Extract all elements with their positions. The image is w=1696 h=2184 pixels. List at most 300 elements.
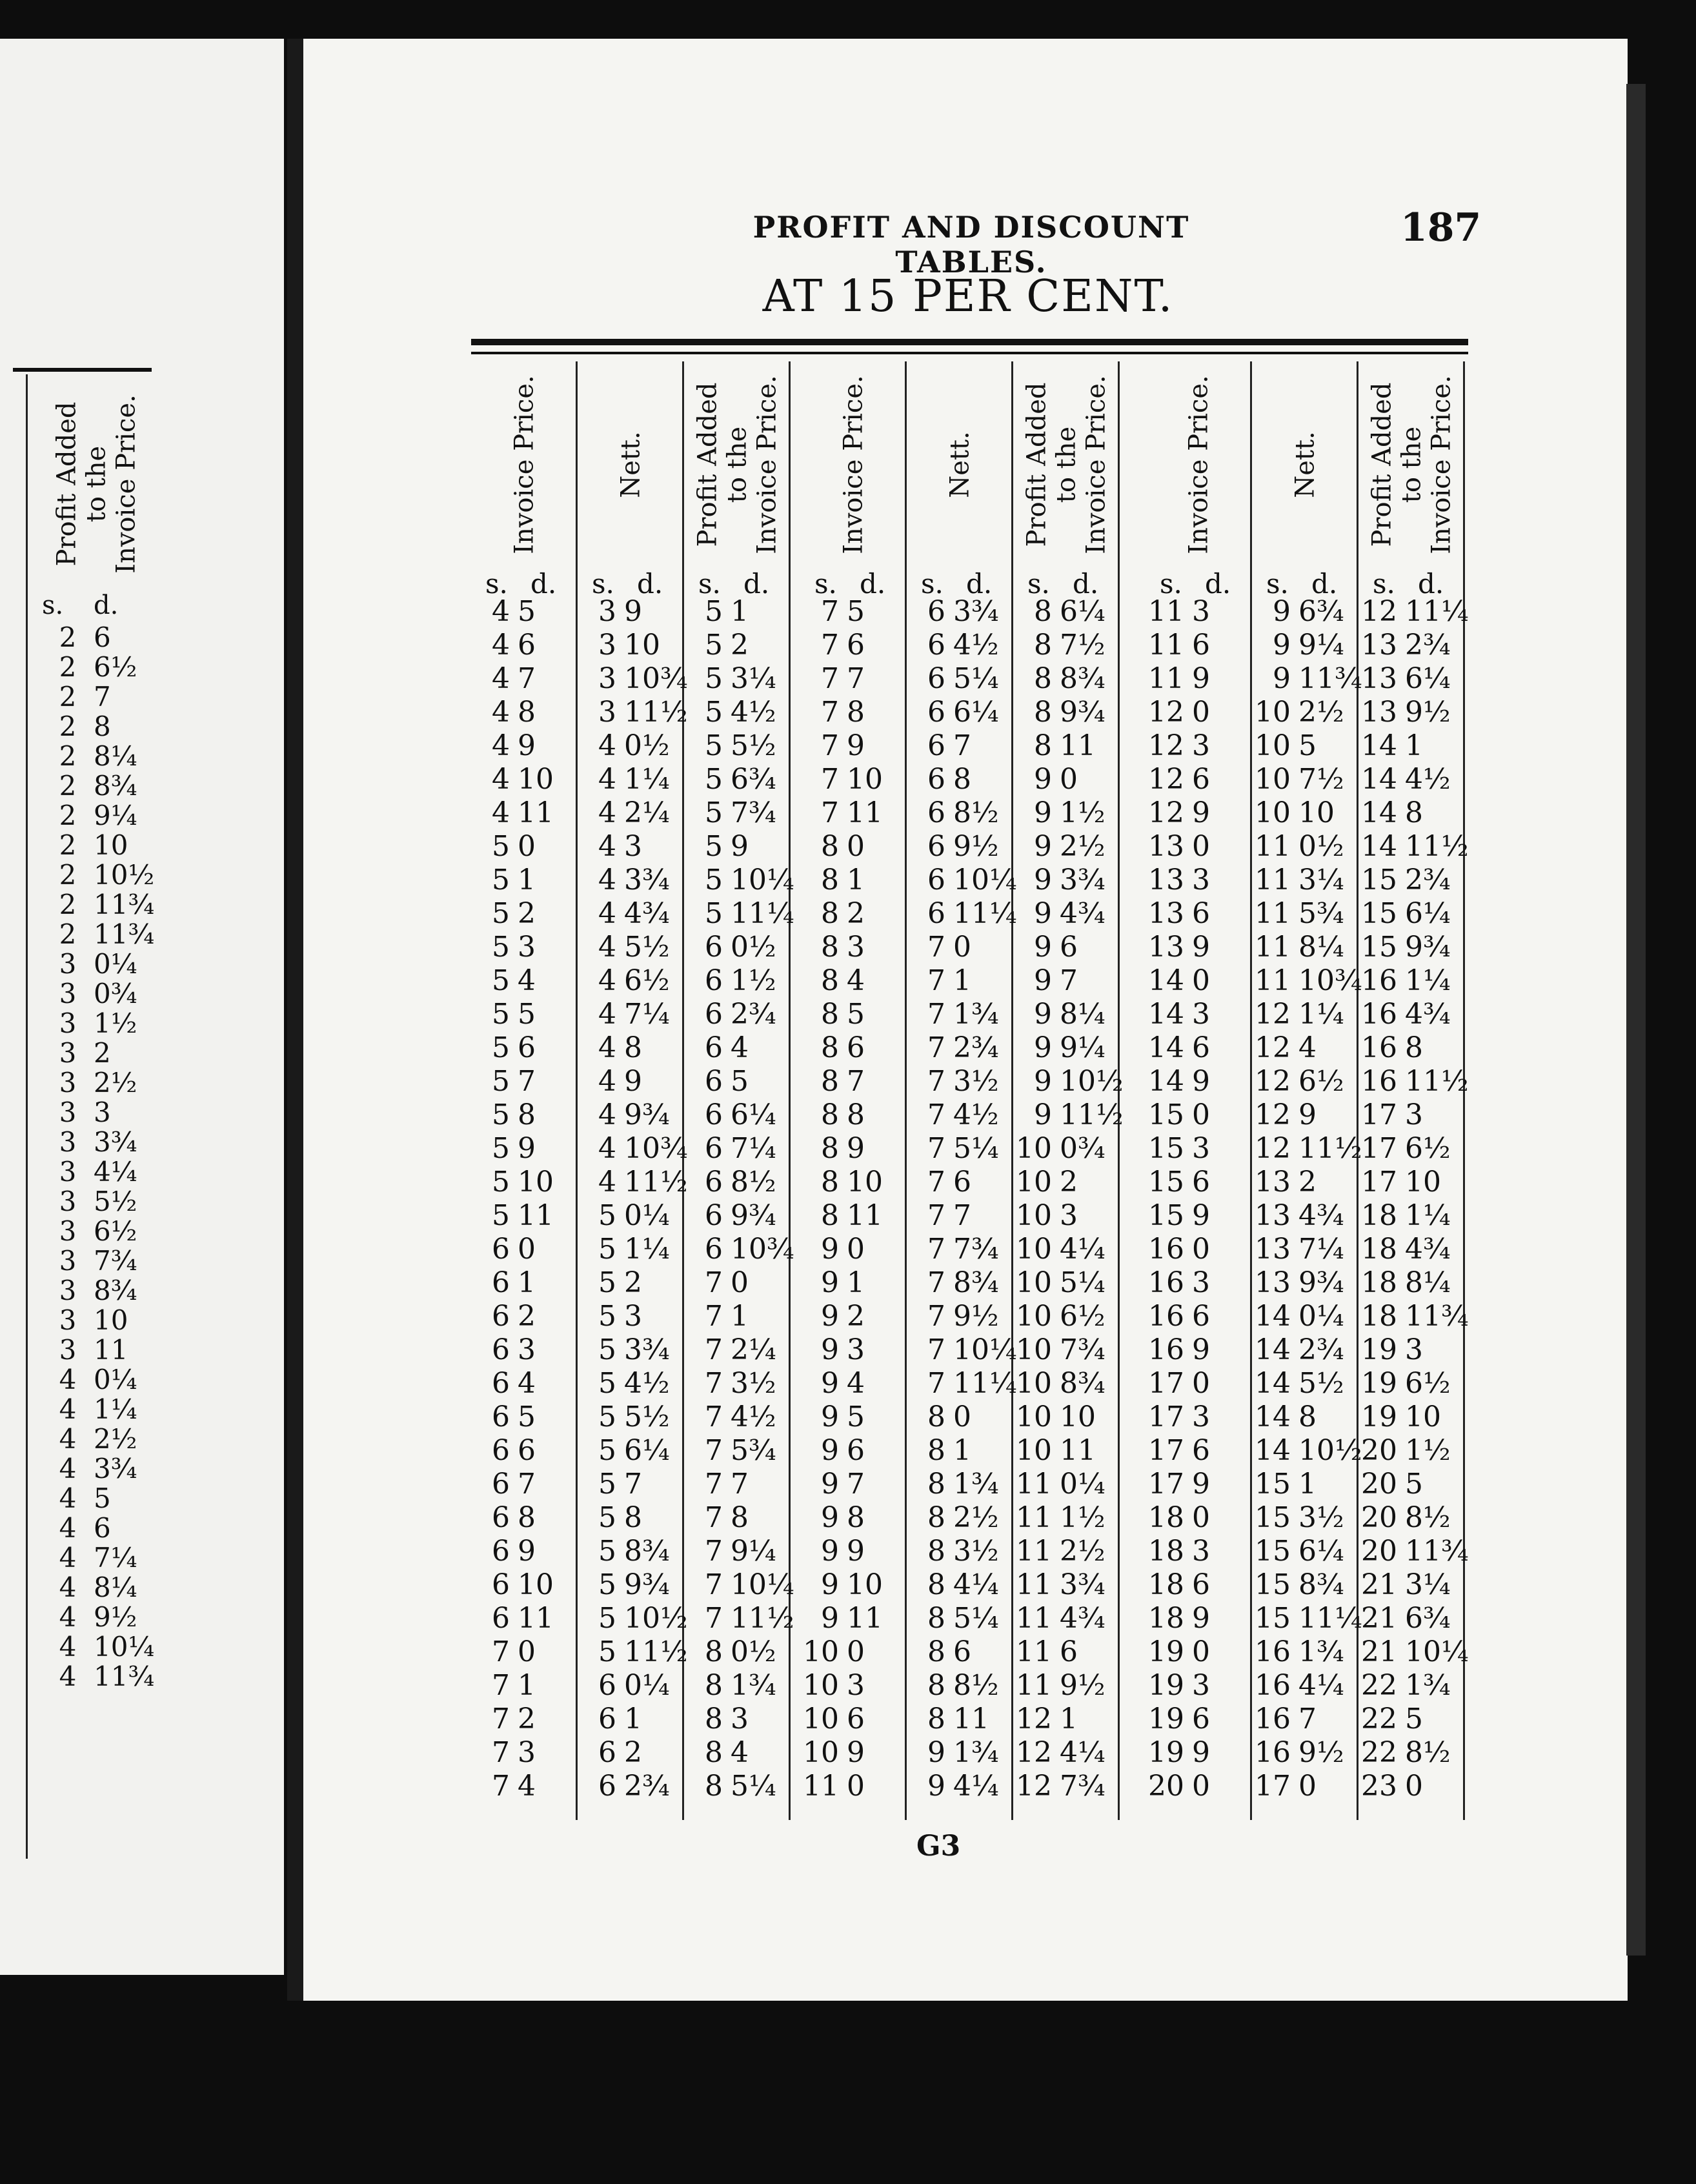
cell-profit-shillings: 5 <box>705 864 723 896</box>
left-pence: 2 <box>94 1037 111 1069</box>
cell-nett-shillings: 5 <box>598 1233 616 1266</box>
cell-nett-pence: 11½ <box>624 1635 688 1668</box>
cell-nett-pence: 9½ <box>953 1300 999 1333</box>
cell-nett-pence: 11¾ <box>1298 662 1362 695</box>
cell-nett-shillings: 12 <box>1255 1065 1291 1098</box>
cell-nett-pence: 4¼ <box>953 1568 999 1601</box>
cell-nett-shillings: 6 <box>598 1770 616 1803</box>
cell-profit-pence: 3¼ <box>731 662 776 695</box>
cell-profit-shillings: 7 <box>705 1501 723 1534</box>
cell-profit-shillings: 9 <box>1034 964 1052 997</box>
cell-invoice-pence: 11 <box>518 1199 554 1232</box>
cell-profit-pence: 4¼ <box>1060 1233 1105 1266</box>
cell-profit-shillings: 22 <box>1361 1703 1397 1735</box>
cell-invoice-shillings: 11 <box>1148 662 1184 695</box>
cell-invoice-pence: 0 <box>1192 1635 1210 1668</box>
cell-profit-shillings: 6 <box>705 1098 723 1131</box>
cell-nett-pence: 8¾ <box>953 1266 999 1299</box>
left-pence: 7¾ <box>94 1245 137 1277</box>
cell-profit-pence: 5¼ <box>731 1770 776 1803</box>
cell-profit-pence: 6¼ <box>1405 897 1451 930</box>
left-pence: 8¼ <box>94 740 137 772</box>
cell-profit-shillings: 7 <box>705 1434 723 1467</box>
cell-profit-shillings: 5 <box>705 696 723 729</box>
unit-pence: d. <box>860 568 886 600</box>
cell-nett-shillings: 9 <box>927 1736 945 1769</box>
cell-invoice-shillings: 17 <box>1148 1400 1184 1433</box>
cell-invoice-pence: 6 <box>1192 1031 1210 1064</box>
cell-nett-shillings: 4 <box>598 729 616 762</box>
left-column-header: Profit Added to the Invoice Price. <box>52 394 142 574</box>
cell-nett-pence: 2½ <box>953 1501 999 1534</box>
cell-invoice-pence: 3 <box>1192 998 1210 1031</box>
cell-profit-pence: 6½ <box>1405 1132 1451 1165</box>
cell-nett-pence: 1 <box>953 964 971 997</box>
cell-nett-shillings: 5 <box>598 1333 616 1366</box>
cell-invoice-shillings: 4 <box>492 662 510 695</box>
page-edge <box>1626 84 1646 1956</box>
left-pence: 9½ <box>94 1601 137 1633</box>
cell-invoice-shillings: 19 <box>1148 1703 1184 1735</box>
cell-nett-shillings: 9 <box>1273 662 1291 695</box>
cell-nett-shillings: 12 <box>1255 1132 1291 1165</box>
cell-nett-shillings: 7 <box>927 964 945 997</box>
left-shillings: 4 <box>59 1601 77 1633</box>
cell-profit-shillings: 22 <box>1361 1669 1397 1702</box>
cell-profit-pence: 11½ <box>1060 1098 1124 1131</box>
cell-profit-pence: 1 <box>731 595 749 628</box>
title-rule-thin <box>471 352 1468 354</box>
left-shillings: 3 <box>59 978 77 1009</box>
cell-profit-pence: 4¼ <box>1060 1736 1105 1769</box>
cell-nett-pence: 2½ <box>1298 696 1344 729</box>
cell-invoice-shillings: 17 <box>1148 1468 1184 1501</box>
left-row <box>42 623 165 652</box>
cell-profit-shillings: 12 <box>1361 595 1397 628</box>
cell-profit-shillings: 11 <box>1016 1568 1052 1601</box>
cell-nett-shillings: 8 <box>927 1568 945 1601</box>
cell-profit-shillings: 10 <box>1016 1367 1052 1400</box>
cell-nett-shillings: 16 <box>1255 1635 1291 1668</box>
cell-invoice-shillings: 19 <box>1148 1669 1184 1702</box>
left-shillings: 4 <box>59 1482 77 1514</box>
cell-nett-pence: 1 <box>953 1434 971 1467</box>
column-header-nett <box>578 361 684 568</box>
cell-invoice-pence: 0 <box>847 1233 865 1266</box>
cell-profit-pence: 5¾ <box>731 1434 776 1467</box>
cell-nett-shillings: 9 <box>1273 595 1291 628</box>
cell-invoice-shillings: 10 <box>803 1736 839 1769</box>
cell-nett-pence: 7½ <box>1298 763 1344 796</box>
unit-pence: d. <box>966 568 993 600</box>
cell-nett-shillings: 6 <box>927 897 945 930</box>
cell-profit-shillings: 15 <box>1361 931 1397 964</box>
cell-nett-pence: 6½ <box>1298 1065 1344 1098</box>
cell-nett-shillings: 5 <box>598 1468 616 1501</box>
cell-nett-shillings: 5 <box>598 1400 616 1433</box>
cell-invoice-pence: 3 <box>1192 729 1210 762</box>
cell-nett-shillings: 14 <box>1255 1333 1291 1366</box>
cell-invoice-shillings: 19 <box>1148 1736 1184 1769</box>
cell-invoice-shillings: 18 <box>1148 1535 1184 1568</box>
cell-nett-pence: 5¼ <box>953 1132 999 1165</box>
cell-invoice-shillings: 9 <box>821 1468 839 1501</box>
cell-nett-shillings: 4 <box>598 998 616 1031</box>
left-pence: 0¼ <box>94 1364 137 1395</box>
cell-invoice-shillings: 7 <box>492 1736 510 1769</box>
left-pence: 10 <box>94 829 128 861</box>
cell-invoice-shillings: 7 <box>492 1703 510 1735</box>
cell-nett-pence: 4¾ <box>624 897 670 930</box>
book-gutter <box>287 39 305 2001</box>
cell-invoice-pence: 0 <box>1192 1367 1210 1400</box>
cell-profit-shillings: 21 <box>1361 1635 1397 1668</box>
cell-invoice-pence: 7 <box>847 1065 865 1098</box>
cell-invoice-pence: 0 <box>518 830 536 863</box>
cell-nett-shillings: 8 <box>927 1400 945 1433</box>
cell-invoice-pence: 5 <box>847 998 865 1031</box>
cell-nett-pence: 1¼ <box>1298 998 1344 1031</box>
cell-nett-pence: 2 <box>624 1736 642 1769</box>
cell-nett-shillings: 11 <box>1255 964 1291 997</box>
left-row <box>42 682 165 712</box>
cell-profit-pence: 9½ <box>1405 696 1451 729</box>
cell-nett-shillings: 6 <box>927 830 945 863</box>
cell-nett-pence: 6¼ <box>1298 1535 1344 1568</box>
cell-profit-pence: 4 <box>731 1736 749 1769</box>
cell-nett-shillings: 14 <box>1255 1400 1291 1433</box>
cell-profit-pence: 3 <box>1405 1333 1423 1366</box>
cell-nett-shillings: 4 <box>598 830 616 863</box>
left-pence: 10¼ <box>94 1631 155 1663</box>
left-row <box>42 1484 165 1513</box>
cell-nett-pence: 11 <box>953 1703 989 1735</box>
cell-nett-shillings: 4 <box>598 1166 616 1198</box>
cell-nett-shillings: 8 <box>927 1669 945 1702</box>
left-shillings: 4 <box>59 1572 77 1603</box>
left-shillings: 2 <box>59 770 77 802</box>
cell-profit-shillings: 8 <box>1034 595 1052 628</box>
cell-invoice-pence: 8 <box>847 1501 865 1534</box>
cell-invoice-shillings: 5 <box>492 1166 510 1198</box>
cell-profit-pence: 1¾ <box>731 1669 776 1702</box>
cell-invoice-shillings: 5 <box>492 964 510 997</box>
table-title: AT 15 PER CENT. <box>762 271 1174 322</box>
cell-nett-shillings: 11 <box>1255 931 1291 964</box>
cell-profit-pence: 11¼ <box>731 897 794 930</box>
left-pence: 8 <box>94 711 111 742</box>
cell-invoice-pence: 3 <box>1192 864 1210 896</box>
cell-profit-shillings: 18 <box>1361 1266 1397 1299</box>
cell-invoice-shillings: 10 <box>803 1703 839 1735</box>
cell-invoice-pence: 3 <box>1192 1669 1210 1702</box>
cell-profit-pence: 3 <box>1060 1199 1078 1232</box>
left-pence: 2½ <box>94 1067 137 1098</box>
cell-invoice-shillings: 7 <box>821 662 839 695</box>
cell-invoice-shillings: 5 <box>492 897 510 930</box>
left-shillings: 3 <box>59 1037 77 1069</box>
cell-nett-pence: 8¼ <box>1298 931 1344 964</box>
cell-nett-shillings: 16 <box>1255 1736 1291 1769</box>
cell-profit-pence: 11 <box>1060 1434 1096 1467</box>
cell-nett-shillings: 13 <box>1255 1233 1291 1266</box>
left-shillings: 4 <box>59 1661 77 1692</box>
cell-profit-pence: 5 <box>1405 1703 1423 1735</box>
cell-invoice-pence: 9 <box>847 729 865 762</box>
cell-invoice-pence: 0 <box>518 1233 536 1266</box>
cell-profit-shillings: 8 <box>1034 662 1052 695</box>
cell-nett-pence: 11¼ <box>953 1367 1017 1400</box>
cell-nett-pence: 3½ <box>1298 1501 1344 1534</box>
cell-invoice-shillings: 8 <box>821 998 839 1031</box>
cell-profit-shillings: 14 <box>1361 830 1397 863</box>
left-row <box>42 1662 165 1692</box>
left-pence: 6½ <box>94 651 137 683</box>
cell-invoice-shillings: 6 <box>492 1300 510 1333</box>
unit-pence: d. <box>637 568 663 600</box>
cell-invoice-shillings: 11 <box>803 1770 839 1803</box>
cell-nett-shillings: 13 <box>1255 1199 1291 1232</box>
cell-nett-pence: 7¼ <box>624 998 670 1031</box>
cell-nett-shillings: 7 <box>927 1098 945 1131</box>
cell-invoice-pence: 5 <box>847 595 865 628</box>
cell-invoice-pence: 0 <box>1192 1501 1210 1534</box>
left-pence: 10½ <box>94 859 155 891</box>
cell-invoice-shillings: 5 <box>492 1098 510 1131</box>
cell-nett-shillings: 12 <box>1255 998 1291 1031</box>
cell-nett-pence: 6¼ <box>624 1434 670 1467</box>
cell-invoice-shillings: 18 <box>1148 1602 1184 1635</box>
cell-nett-pence: 6 <box>953 1635 971 1668</box>
left-pence: 7 <box>94 681 111 713</box>
cell-invoice-shillings: 8 <box>821 864 839 896</box>
cell-profit-shillings: 13 <box>1361 629 1397 662</box>
cell-profit-shillings: 10 <box>1016 1199 1052 1232</box>
cell-profit-shillings: 19 <box>1361 1367 1397 1400</box>
cell-invoice-pence: 1 <box>518 864 536 896</box>
cell-invoice-shillings: 5 <box>492 1132 510 1165</box>
cell-nett-pence: 9 <box>624 1065 642 1098</box>
left-shillings: 2 <box>59 829 77 861</box>
cell-nett-pence: 8½ <box>953 1669 999 1702</box>
left-row <box>42 1217 165 1246</box>
cell-invoice-shillings: 4 <box>492 696 510 729</box>
cell-invoice-shillings: 20 <box>1148 1770 1184 1803</box>
cell-invoice-shillings: 12 <box>1148 729 1184 762</box>
cell-nett-shillings: 10 <box>1255 763 1291 796</box>
cell-nett-shillings: 7 <box>927 998 945 1031</box>
column-header-label: Invoice Price. <box>509 375 540 554</box>
cell-nett-pence: 7¾ <box>953 1233 999 1266</box>
cell-invoice-pence: 11 <box>847 1199 883 1232</box>
left-shillings: 2 <box>59 740 77 772</box>
left-pence: 11¾ <box>94 918 155 950</box>
left-pence: 1½ <box>94 1007 137 1039</box>
cell-invoice-shillings: 8 <box>821 1031 839 1064</box>
cell-profit-pence: 8½ <box>1405 1736 1451 1769</box>
cell-invoice-pence: 6 <box>847 629 865 662</box>
cell-invoice-pence: 11 <box>847 796 883 829</box>
cell-invoice-pence: 0 <box>1192 1098 1210 1131</box>
cell-invoice-shillings: 14 <box>1148 1031 1184 1064</box>
cell-nett-pence: 10 <box>1298 796 1335 829</box>
cell-profit-shillings: 8 <box>705 1669 723 1702</box>
cell-invoice-pence: 3 <box>847 1333 865 1366</box>
cell-profit-shillings: 16 <box>1361 1031 1397 1064</box>
left-shillings: 3 <box>59 1275 77 1306</box>
cell-nett-pence: 1 <box>1298 1468 1317 1501</box>
cell-invoice-shillings: 9 <box>821 1568 839 1601</box>
cell-profit-pence: 6½ <box>1060 1300 1105 1333</box>
cell-profit-pence: 5¼ <box>1060 1266 1105 1299</box>
left-pence: 0¾ <box>94 978 137 1009</box>
cell-nett-pence: 4 <box>1298 1031 1317 1064</box>
cell-nett-pence: 9½ <box>1298 1736 1344 1769</box>
cell-nett-shillings: 4 <box>598 864 616 896</box>
cell-invoice-shillings: 6 <box>492 1568 510 1601</box>
column-header-profit <box>1013 361 1120 568</box>
left-row <box>42 1632 165 1662</box>
unit-pence: d. <box>1311 568 1338 600</box>
cell-nett-pence: 6¼ <box>953 696 999 729</box>
cell-nett-shillings: 7 <box>927 1132 945 1165</box>
cell-nett-shillings: 6 <box>927 595 945 628</box>
cell-nett-pence: 4¼ <box>953 1770 999 1803</box>
cell-nett-shillings: 5 <box>598 1535 616 1568</box>
cell-nett-pence: 3 <box>624 1300 642 1333</box>
cell-profit-shillings: 10 <box>1016 1132 1052 1165</box>
cell-profit-shillings: 7 <box>705 1400 723 1433</box>
cell-nett-shillings: 10 <box>1255 696 1291 729</box>
left-shillings: 4 <box>59 1393 77 1425</box>
left-shillings: 2 <box>59 800 77 831</box>
cell-profit-pence: 1¼ <box>1405 964 1451 997</box>
cell-invoice-shillings: 9 <box>821 1333 839 1366</box>
cell-profit-pence: 11 <box>1060 729 1096 762</box>
cell-invoice-pence: 4 <box>847 964 865 997</box>
cell-invoice-pence: 0 <box>1192 830 1210 863</box>
cell-nett-pence: 9½ <box>953 830 999 863</box>
cell-profit-pence: 0½ <box>731 931 776 964</box>
signature-mark: G3 <box>916 1830 961 1863</box>
cell-invoice-pence: 0 <box>1192 964 1210 997</box>
cell-nett-pence: 10¼ <box>953 864 1017 896</box>
cell-nett-pence: 8 <box>953 763 971 796</box>
cell-nett-pence: 1¾ <box>1298 1635 1344 1668</box>
cell-profit-pence: 6¼ <box>731 1098 776 1131</box>
cell-nett-pence: 5¼ <box>953 662 999 695</box>
left-pence: 3¾ <box>94 1453 137 1484</box>
cell-nett-pence: 8 <box>624 1501 642 1534</box>
cell-invoice-pence: 3 <box>1192 1132 1210 1165</box>
cell-profit-shillings: 11 <box>1016 1501 1052 1534</box>
cell-nett-pence: 1¾ <box>953 1736 999 1769</box>
cell-nett-shillings: 15 <box>1255 1535 1291 1568</box>
cell-invoice-pence: 2 <box>847 897 865 930</box>
cell-profit-shillings: 11 <box>1016 1669 1052 1702</box>
left-shillings: 3 <box>59 1304 77 1336</box>
cell-nett-pence: 4½ <box>953 1098 999 1131</box>
cell-nett-shillings: 16 <box>1255 1703 1291 1735</box>
cell-profit-pence: 0 <box>1060 763 1078 796</box>
cell-profit-shillings: 6 <box>705 1199 723 1232</box>
left-pence: 5 <box>94 1482 111 1514</box>
cell-profit-pence: 9¾ <box>731 1199 776 1232</box>
cell-invoice-shillings: 13 <box>1148 830 1184 863</box>
cell-profit-pence: 1 <box>731 1300 749 1333</box>
cell-invoice-pence: 5 <box>518 998 536 1031</box>
cell-profit-shillings: 14 <box>1361 729 1397 762</box>
left-units-row: s. d. <box>42 591 119 620</box>
cell-invoice-shillings: 9 <box>821 1400 839 1433</box>
unit-pence: d. <box>1073 568 1099 600</box>
cell-profit-shillings: 14 <box>1361 763 1397 796</box>
cell-profit-pence: 11¾ <box>1405 1300 1469 1333</box>
left-shillings: 3 <box>59 1067 77 1098</box>
column-header-label: Profit Added to the Invoice Price. <box>1367 375 1457 554</box>
cell-profit-pence: 8¼ <box>1405 1266 1451 1299</box>
cell-profit-shillings: 21 <box>1361 1568 1397 1601</box>
cell-profit-shillings: 10 <box>1016 1233 1052 1266</box>
cell-invoice-shillings: 7 <box>821 763 839 796</box>
cell-nett-shillings: 3 <box>598 629 616 662</box>
cell-invoice-shillings: 10 <box>803 1635 839 1668</box>
cell-nett-shillings: 14 <box>1255 1367 1291 1400</box>
cell-invoice-shillings: 9 <box>821 1535 839 1568</box>
cell-invoice-shillings: 4 <box>492 796 510 829</box>
left-pence: 2½ <box>94 1423 137 1455</box>
cell-invoice-shillings: 13 <box>1148 897 1184 930</box>
cell-nett-pence: 1¾ <box>953 1468 999 1501</box>
left-pence: 3¾ <box>94 1126 137 1158</box>
cell-invoice-pence: 3 <box>1192 1266 1210 1299</box>
cell-invoice-shillings: 9 <box>821 1501 839 1534</box>
cell-invoice-pence: 10 <box>847 1166 883 1198</box>
cell-nett-pence: 0½ <box>1298 830 1344 863</box>
cell-nett-pence: 0¼ <box>624 1669 670 1702</box>
cell-invoice-shillings: 5 <box>492 1031 510 1064</box>
cell-profit-pence: 10 <box>1405 1166 1441 1198</box>
cell-invoice-pence: 8 <box>847 696 865 729</box>
cell-profit-shillings: 11 <box>1016 1468 1052 1501</box>
cell-invoice-pence: 6 <box>847 1031 865 1064</box>
cell-profit-shillings: 6 <box>705 998 723 1031</box>
cell-profit-shillings: 9 <box>1034 897 1052 930</box>
left-shillings: 4 <box>59 1512 77 1544</box>
left-shillings: 2 <box>59 889 77 920</box>
cell-nett-pence: 5½ <box>624 931 670 964</box>
left-pence: 8¼ <box>94 1572 137 1603</box>
column-header-nett <box>907 361 1013 568</box>
cell-invoice-pence: 10 <box>847 1568 883 1601</box>
cell-nett-shillings: 7 <box>927 1300 945 1333</box>
cell-nett-pence: 3¾ <box>953 595 999 628</box>
left-shillings: 3 <box>59 1215 77 1247</box>
cell-invoice-shillings: 6 <box>492 1233 510 1266</box>
cell-nett-pence: 7¼ <box>1298 1233 1344 1266</box>
column-header-label: Invoice Price. <box>838 375 869 554</box>
cell-nett-shillings: 5 <box>598 1266 616 1299</box>
cell-invoice-shillings: 5 <box>492 1199 510 1232</box>
cell-profit-pence: 3½ <box>731 1367 776 1400</box>
left-shillings: 3 <box>59 1186 77 1217</box>
cell-nett-pence: 9 <box>1298 1098 1317 1131</box>
left-pence: 0¼ <box>94 948 137 980</box>
cell-nett-pence: 4½ <box>624 1367 670 1400</box>
cell-invoice-pence: 2 <box>518 1703 536 1735</box>
left-pence: 10 <box>94 1304 128 1336</box>
left-row <box>42 1424 165 1454</box>
